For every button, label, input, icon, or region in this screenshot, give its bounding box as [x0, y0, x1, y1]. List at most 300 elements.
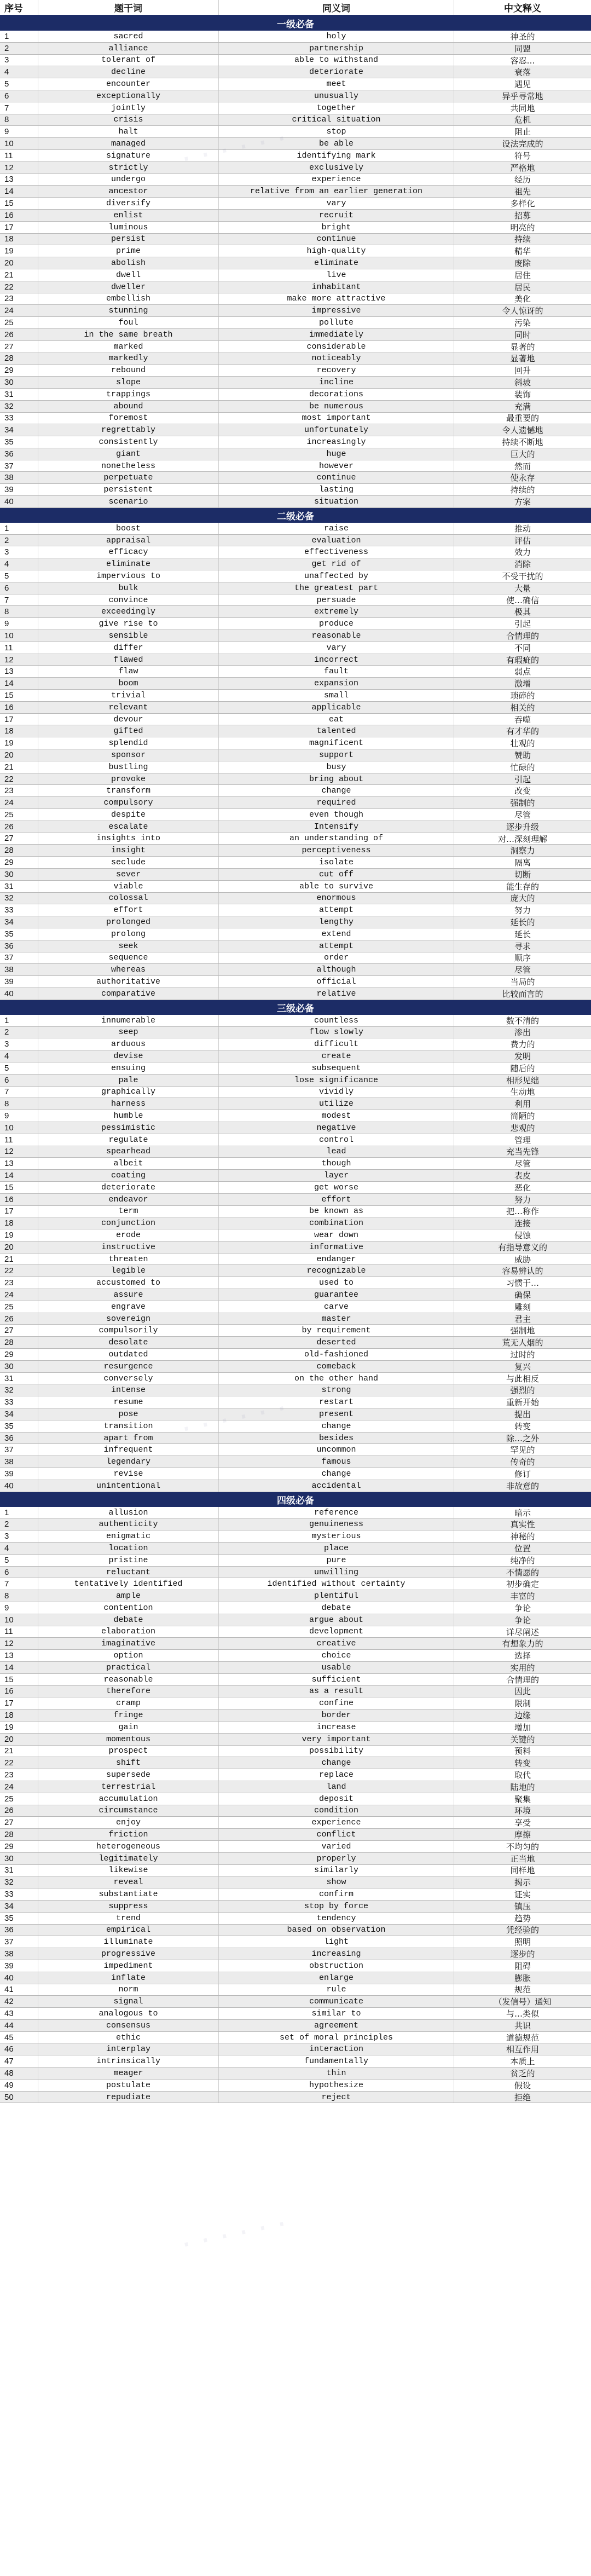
- row-index: 29: [0, 1841, 38, 1852]
- row-index: 16: [0, 210, 38, 221]
- row-word: desolate: [38, 1337, 219, 1348]
- row-index: 12: [0, 1638, 38, 1649]
- row-meaning: 巨大的: [510, 449, 535, 459]
- row-synonym: considerable: [219, 341, 454, 353]
- row-synonym: confirm: [219, 1888, 454, 1900]
- row-meaning: 严格地: [510, 163, 535, 173]
- row-index: 23: [0, 1277, 38, 1289]
- row-synonym: communicate: [219, 1996, 454, 2007]
- row-word: seclude: [38, 857, 219, 868]
- row-word: seep: [38, 1027, 219, 1038]
- row-meaning: 相关的: [510, 702, 535, 713]
- row-synonym: persuade: [219, 594, 454, 606]
- table-row: [0, 523, 591, 535]
- row-word: substantiate: [38, 1888, 219, 1900]
- row-word: effort: [38, 904, 219, 916]
- row-synonym: properly: [219, 1853, 454, 1864]
- row-index: 49: [0, 2080, 38, 2091]
- table-row: [0, 198, 591, 210]
- row-synonym: perceptiveness: [219, 845, 454, 856]
- row-synonym: genuineness: [219, 1518, 454, 1530]
- row-synonym: relative from an earlier generation: [219, 186, 454, 197]
- table-row: [0, 413, 591, 425]
- row-index: 23: [0, 1769, 38, 1781]
- row-index: 2: [0, 535, 38, 546]
- row-meaning: 设法完成的: [502, 139, 543, 149]
- row-index: 11: [0, 150, 38, 161]
- row-synonym: besides: [219, 1433, 454, 1444]
- row-index: 14: [0, 678, 38, 689]
- row-meaning: 享受: [514, 1818, 531, 1828]
- row-meaning: 陆地的: [510, 1782, 535, 1792]
- row-word: prospect: [38, 1746, 219, 1757]
- row-synonym: difficult: [219, 1038, 454, 1050]
- table-row: [0, 1638, 591, 1650]
- row-synonym: extend: [219, 928, 454, 940]
- row-synonym: decorations: [219, 389, 454, 400]
- row-synonym: increase: [219, 1722, 454, 1733]
- table-row: [0, 90, 591, 102]
- row-word: trappings: [38, 389, 219, 400]
- row-word: persist: [38, 234, 219, 245]
- row-word: inflate: [38, 1972, 219, 1984]
- table-row: [0, 988, 591, 1000]
- row-synonym: get rid of: [219, 558, 454, 570]
- table-row: [0, 1254, 591, 1266]
- table-row: [0, 1373, 591, 1385]
- row-synonym: increasing: [219, 1948, 454, 1960]
- table-row: [0, 1194, 591, 1206]
- row-word: suppress: [38, 1901, 219, 1912]
- row-word: jointly: [38, 102, 219, 114]
- row-synonym: change: [219, 1420, 454, 1432]
- table-row: [0, 1146, 591, 1158]
- row-synonym: sufficient: [219, 1674, 454, 1685]
- row-meaning: 发明: [514, 1052, 531, 1062]
- row-meaning: 同盟: [514, 43, 531, 54]
- row-word: diversify: [38, 198, 219, 209]
- row-index: 30: [0, 377, 38, 388]
- table-row: [0, 1098, 591, 1110]
- row-meaning: 合情理的: [506, 631, 539, 641]
- row-meaning: 君主: [514, 1314, 531, 1324]
- row-index: 28: [0, 845, 38, 856]
- row-word: norm: [38, 1984, 219, 1996]
- row-index: 37: [0, 1936, 38, 1948]
- table-row: [0, 305, 591, 317]
- table-row: [0, 1543, 591, 1555]
- row-synonym: subsequent: [219, 1062, 454, 1074]
- row-meaning: 与此相反: [506, 1373, 539, 1384]
- table-row: [0, 448, 591, 460]
- row-word: pessimistic: [38, 1122, 219, 1134]
- row-index: 37: [0, 952, 38, 964]
- row-meaning: 管理: [514, 1135, 531, 1145]
- row-synonym: the greatest part: [219, 582, 454, 594]
- row-index: 17: [0, 714, 38, 725]
- row-synonym: utilize: [219, 1098, 454, 1110]
- table-row: [0, 1805, 591, 1817]
- row-synonym: pure: [219, 1555, 454, 1566]
- row-meaning: 把…称作: [506, 1206, 539, 1217]
- row-word: sever: [38, 869, 219, 880]
- row-word: managed: [38, 138, 219, 149]
- table-row: [0, 496, 591, 508]
- row-synonym: present: [219, 1408, 454, 1420]
- row-synonym: live: [219, 269, 454, 281]
- table-row: [0, 761, 591, 773]
- row-synonym: tendency: [219, 1913, 454, 1924]
- row-synonym: even though: [219, 809, 454, 821]
- row-word: legendary: [38, 1456, 219, 1468]
- table-row: [0, 210, 591, 222]
- row-word: outdated: [38, 1349, 219, 1360]
- row-index: 6: [0, 1567, 38, 1578]
- row-index: 20: [0, 1241, 38, 1253]
- row-index: 35: [0, 1420, 38, 1432]
- table-row: [0, 484, 591, 496]
- row-meaning: 美化: [514, 294, 531, 304]
- row-synonym: based on observation: [219, 1925, 454, 1936]
- row-word: harness: [38, 1098, 219, 1110]
- row-meaning: 随后的: [510, 1063, 535, 1073]
- row-index: 22: [0, 773, 38, 785]
- row-meaning: 数不清的: [506, 1015, 539, 1026]
- row-index: 10: [0, 138, 38, 149]
- row-index: 29: [0, 857, 38, 868]
- row-word: gain: [38, 1722, 219, 1733]
- section-title: 四级必备: [0, 1492, 591, 1507]
- row-word: option: [38, 1650, 219, 1661]
- table-row: [0, 1960, 591, 1972]
- row-word: consensus: [38, 2020, 219, 2031]
- row-synonym: official: [219, 976, 454, 987]
- row-meaning: 衰落: [514, 67, 531, 78]
- row-index: 38: [0, 472, 38, 483]
- row-synonym: vividly: [219, 1087, 454, 1098]
- row-meaning: 镇压: [514, 1901, 531, 1911]
- table-row: [0, 2043, 591, 2055]
- row-meaning: 非故意的: [506, 1481, 539, 1491]
- row-meaning: 明亮的: [510, 222, 535, 233]
- row-synonym: negative: [219, 1122, 454, 1134]
- row-word: halt: [38, 126, 219, 137]
- row-meaning: 悲观的: [510, 1123, 535, 1133]
- row-meaning: 复兴: [514, 1361, 531, 1372]
- table-row: [0, 353, 591, 365]
- table-row: [0, 2008, 591, 2020]
- table-row: [0, 773, 591, 785]
- row-meaning: 增加: [514, 1722, 531, 1732]
- row-meaning: 习惯于…: [506, 1278, 539, 1289]
- row-word: authoritative: [38, 976, 219, 987]
- table-row: [0, 535, 591, 547]
- row-synonym: set of moral principles: [219, 2032, 454, 2043]
- row-meaning: 招募: [514, 210, 531, 221]
- row-meaning: 有瑕疵的: [506, 655, 539, 665]
- row-synonym: similarly: [219, 1865, 454, 1876]
- row-word: infrequent: [38, 1444, 219, 1456]
- row-meaning: 祖先: [514, 187, 531, 197]
- row-meaning: 令人惊讶的: [502, 306, 543, 316]
- row-index: 10: [0, 630, 38, 642]
- row-synonym: unusually: [219, 90, 454, 102]
- row-word: sovereign: [38, 1313, 219, 1325]
- table-row: [0, 618, 591, 630]
- table-row: [0, 1408, 591, 1420]
- row-index: 24: [0, 797, 38, 808]
- row-synonym: effectiveness: [219, 546, 454, 558]
- row-index: 34: [0, 916, 38, 928]
- row-meaning: 修订: [514, 1469, 531, 1479]
- row-meaning: 比较而言的: [502, 989, 543, 999]
- row-synonym: situation: [219, 496, 454, 507]
- row-index: 31: [0, 389, 38, 400]
- row-meaning: 暗示: [514, 1508, 531, 1518]
- row-word: humble: [38, 1110, 219, 1122]
- table-row: [0, 1888, 591, 1901]
- table-row: [0, 2067, 591, 2080]
- row-index: 37: [0, 1444, 38, 1456]
- table-row: [0, 31, 591, 43]
- row-index: 4: [0, 1050, 38, 1062]
- row-index: 25: [0, 1301, 38, 1313]
- table-row: [0, 78, 591, 90]
- row-meaning: 重新开始: [506, 1397, 539, 1408]
- row-word: giant: [38, 448, 219, 460]
- table-row: [0, 821, 591, 833]
- row-word: marked: [38, 341, 219, 353]
- row-synonym: very important: [219, 1734, 454, 1745]
- table-row: [0, 1686, 591, 1698]
- row-meaning: 强烈的: [510, 1385, 535, 1396]
- row-word: persistent: [38, 484, 219, 495]
- row-index: 30: [0, 1361, 38, 1372]
- row-meaning: 边缘: [514, 1711, 531, 1721]
- row-meaning: 阻碍: [514, 1961, 531, 1971]
- row-meaning: 相形见绌: [506, 1075, 539, 1085]
- table-row: [0, 1337, 591, 1349]
- row-word: albeit: [38, 1158, 219, 1169]
- row-index: 22: [0, 1757, 38, 1769]
- row-meaning: 使…确信: [506, 595, 539, 605]
- row-index: 25: [0, 809, 38, 821]
- row-word: flaw: [38, 666, 219, 677]
- row-synonym: pollute: [219, 317, 454, 328]
- table-row: [0, 1734, 591, 1746]
- row-meaning: 多样化: [510, 199, 535, 209]
- row-word: postulate: [38, 2080, 219, 2091]
- row-synonym: agreement: [219, 2020, 454, 2031]
- row-meaning: 庞大的: [510, 893, 535, 904]
- row-index: 25: [0, 317, 38, 328]
- row-synonym: famous: [219, 1456, 454, 1468]
- row-index: 14: [0, 186, 38, 197]
- table-row: [0, 1865, 591, 1877]
- table-row: [0, 1781, 591, 1793]
- table-row: [0, 174, 591, 186]
- row-word: abolish: [38, 257, 219, 269]
- row-word: ancestor: [38, 186, 219, 197]
- row-synonym: change: [219, 1757, 454, 1769]
- row-synonym: deteriorate: [219, 66, 454, 78]
- row-index: 32: [0, 401, 38, 412]
- table-row: [0, 1913, 591, 1925]
- table-row: [0, 222, 591, 234]
- row-synonym: bright: [219, 222, 454, 233]
- row-meaning: 详尽阐述: [506, 1627, 539, 1637]
- row-synonym: Intensify: [219, 821, 454, 833]
- row-index: 29: [0, 365, 38, 376]
- table-row: [0, 940, 591, 952]
- row-synonym: recognizable: [219, 1265, 454, 1277]
- row-synonym: though: [219, 1158, 454, 1169]
- row-word: imaginative: [38, 1638, 219, 1649]
- table-row: [0, 1158, 591, 1170]
- table-row: [0, 904, 591, 916]
- row-index: 34: [0, 1408, 38, 1420]
- table-row: [0, 281, 591, 293]
- row-synonym: exclusively: [219, 162, 454, 174]
- row-meaning: 最重要的: [506, 413, 539, 424]
- row-index: 15: [0, 690, 38, 701]
- row-synonym: an understanding of: [219, 833, 454, 845]
- row-index: 6: [0, 582, 38, 594]
- table-row: [0, 1289, 591, 1301]
- table-row: [0, 797, 591, 809]
- row-synonym: wear down: [219, 1229, 454, 1241]
- row-word: accumulation: [38, 1793, 219, 1805]
- row-meaning: 合情理的: [506, 1674, 539, 1685]
- row-synonym: restart: [219, 1396, 454, 1408]
- row-index: 5: [0, 1555, 38, 1566]
- row-index: 34: [0, 424, 38, 436]
- table-row: [0, 1444, 591, 1456]
- row-meaning: 转变: [514, 1421, 531, 1431]
- row-synonym: evaluation: [219, 535, 454, 546]
- row-word: bustling: [38, 761, 219, 773]
- row-index: 18: [0, 1709, 38, 1721]
- row-word: reveal: [38, 1876, 219, 1888]
- row-meaning: 凭经验的: [506, 1925, 539, 1936]
- row-meaning: 尽管: [514, 1159, 531, 1169]
- row-index: 39: [0, 1468, 38, 1480]
- row-meaning: 精华: [514, 246, 531, 257]
- table-row: [0, 1313, 591, 1325]
- table-row: [0, 1301, 591, 1313]
- row-word: accustomed to: [38, 1277, 219, 1289]
- row-word: devise: [38, 1050, 219, 1062]
- row-word: bulk: [38, 582, 219, 594]
- row-synonym: recruit: [219, 210, 454, 221]
- row-word: shift: [38, 1757, 219, 1769]
- table-row: [0, 809, 591, 821]
- row-synonym: fundamentally: [219, 2055, 454, 2067]
- row-word: colossal: [38, 893, 219, 904]
- row-index: 33: [0, 904, 38, 916]
- row-index: 31: [0, 1373, 38, 1384]
- row-index: 5: [0, 570, 38, 582]
- row-word: debate: [38, 1614, 219, 1626]
- row-word: transition: [38, 1420, 219, 1432]
- row-synonym: be known as: [219, 1206, 454, 1217]
- table-row: [0, 1996, 591, 2008]
- table-row: [0, 257, 591, 269]
- table-row: [0, 1277, 591, 1289]
- row-word: prolong: [38, 928, 219, 940]
- row-word: ensuing: [38, 1062, 219, 1074]
- table-row: [0, 2032, 591, 2044]
- row-meaning: 同时: [514, 330, 531, 340]
- row-word: reasonable: [38, 1674, 219, 1685]
- table-row: [0, 1420, 591, 1433]
- table-row: [0, 845, 591, 857]
- row-meaning: 真实性: [510, 1520, 535, 1530]
- row-meaning: 激增: [514, 679, 531, 689]
- row-word: tentatively identified: [38, 1578, 219, 1590]
- row-meaning: 争论: [514, 1603, 531, 1613]
- row-word: stunning: [38, 305, 219, 316]
- row-synonym: enormous: [219, 893, 454, 904]
- row-index: 20: [0, 257, 38, 269]
- row-meaning: 罕见的: [510, 1445, 535, 1456]
- row-index: 18: [0, 234, 38, 245]
- table-row: [0, 630, 591, 642]
- row-synonym: create: [219, 1050, 454, 1062]
- row-word: practical: [38, 1662, 219, 1673]
- table-row: [0, 1602, 591, 1614]
- row-synonym: applicable: [219, 702, 454, 713]
- row-word: markedly: [38, 353, 219, 365]
- row-word: repudiate: [38, 2092, 219, 2103]
- row-word: sequence: [38, 952, 219, 964]
- table-row: [0, 1134, 591, 1146]
- row-meaning: 改变: [514, 786, 531, 796]
- row-index: 26: [0, 1313, 38, 1325]
- row-meaning: 延长的: [510, 917, 535, 928]
- row-word: authenticity: [38, 1518, 219, 1530]
- table-row: [0, 401, 591, 413]
- row-index: 9: [0, 1110, 38, 1122]
- row-meaning: 寻求: [514, 941, 531, 951]
- row-index: 10: [0, 1614, 38, 1626]
- row-word: apart from: [38, 1433, 219, 1444]
- row-word: perpetuate: [38, 472, 219, 483]
- row-meaning: 生动地: [510, 1087, 535, 1098]
- row-synonym: noticeably: [219, 353, 454, 365]
- row-word: trivial: [38, 690, 219, 701]
- row-meaning: 充满: [514, 401, 531, 412]
- table-row: [0, 976, 591, 988]
- row-index: 19: [0, 1229, 38, 1241]
- table-row: [0, 1853, 591, 1865]
- row-index: 19: [0, 245, 38, 257]
- table-row: [0, 1062, 591, 1075]
- row-word: whereas: [38, 964, 219, 975]
- row-meaning: 摩擦: [514, 1830, 531, 1840]
- row-word: progressive: [38, 1948, 219, 1960]
- row-synonym: unwilling: [219, 1567, 454, 1578]
- row-word: strictly: [38, 162, 219, 174]
- row-synonym: identified without certainty: [219, 1578, 454, 1590]
- row-index: 45: [0, 2032, 38, 2043]
- row-word: compulsory: [38, 797, 219, 808]
- row-index: 7: [0, 1087, 38, 1098]
- row-synonym: plentiful: [219, 1590, 454, 1602]
- row-word: decline: [38, 66, 219, 78]
- row-synonym: busy: [219, 761, 454, 773]
- row-word: appraisal: [38, 535, 219, 546]
